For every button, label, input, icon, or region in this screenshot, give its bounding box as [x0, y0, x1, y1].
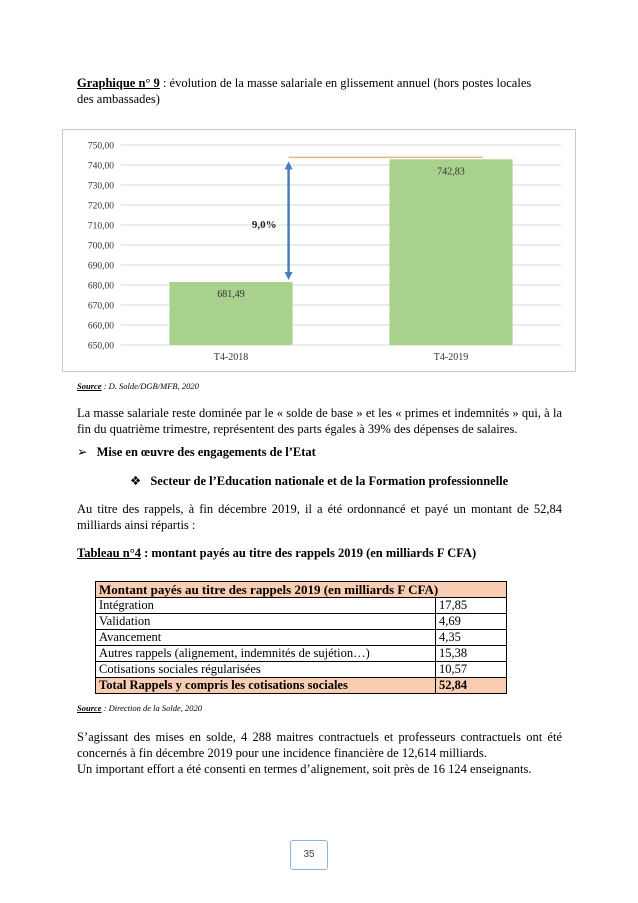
- heading-education: [130, 473, 508, 489]
- bar-value-label: 681,49: [217, 289, 245, 301]
- diamond-bullet-icon: ❖: [130, 473, 142, 488]
- figure-caption: [77, 75, 567, 107]
- rappels-table: [95, 581, 507, 694]
- paragraph-masse-salariale: La masse salariale reste dominée par le « solde de base » et les « primes et indemnités » qui, à la fin du quatrième trimestre, représentent des parts égales à 39% des dépenses de salaires.: [77, 406, 562, 436]
- page-number: 35: [290, 840, 328, 870]
- chart-source: [77, 381, 199, 391]
- table-row-label: Intégration: [96, 598, 436, 614]
- table-total-label: Total Rappels y compris les cotisations sociales: [96, 678, 436, 694]
- table-header-cell: Montant payés au titre des rappels 2019 (en milliards F CFA): [96, 582, 507, 598]
- table-row: [96, 614, 507, 630]
- table-row-value: 10,57: [436, 662, 507, 678]
- rappels-table-wrapper: [95, 581, 507, 694]
- arrow-bullet-icon: ➢: [77, 444, 88, 459]
- y-tick-label: 750,00: [87, 141, 114, 152]
- table-source-text: : Direction de la Solde, 2020: [101, 703, 203, 713]
- x-tick-label: T4-2019: [433, 352, 469, 363]
- table-total-value: 52,84: [436, 678, 507, 694]
- table-row: [96, 598, 507, 614]
- chart-source-text: : D. Solde/DGB/MFB, 2020: [101, 381, 199, 391]
- y-tick-label: 730,00: [87, 181, 114, 192]
- y-tick-label: 700,00: [87, 241, 114, 252]
- y-tick-label: 680,00: [87, 281, 114, 292]
- figure-label: Graphique n° 9: [77, 76, 160, 90]
- growth-annotation: 9,0%: [251, 219, 277, 231]
- table-row-value: 4,35: [436, 630, 507, 646]
- bar: [389, 159, 512, 345]
- heading-engagements: [77, 444, 316, 460]
- table-row-label: Validation: [96, 614, 436, 630]
- y-tick-label: 720,00: [87, 201, 114, 212]
- table-row-value: 15,38: [436, 646, 507, 662]
- table-row-label: Autres rappels (alignement, indemnités de sujétion…): [96, 646, 436, 662]
- table-header-row: [96, 582, 507, 598]
- chart-source-label: Source: [77, 381, 102, 391]
- y-tick-label: 670,00: [87, 301, 114, 312]
- paragraph-rappels: Au titre des rappels, à fin décembre 2019, il a été ordonnancé et payé un montant de 52,84 milliards ainsi répartis :: [77, 502, 562, 532]
- table-caption-label: Tableau n°4: [77, 546, 141, 560]
- chart-svg: [63, 130, 575, 371]
- y-tick-label: 710,00: [87, 221, 114, 232]
- heading-education-text: Secteur de l’Education nationale et de la Formation professionnelle: [150, 474, 509, 488]
- table-row: [96, 630, 507, 646]
- x-tick-label: T4-2018: [213, 352, 249, 363]
- table-source: [77, 703, 202, 713]
- figure-caption-text: : évolution de la masse salariale en glissement annuel (hors postes locales: [159, 76, 532, 90]
- y-tick-label: 660,00: [87, 321, 114, 332]
- paragraph-mises-en-solde: S’agissant des mises en solde, 4 288 maitres contractuels et professeurs contractuels ont été concernés à fin décembre 2019 pour une incidence financière de 12,614 milliards.: [77, 730, 562, 760]
- table-row: [96, 646, 507, 662]
- table-row-value: 4,69: [436, 614, 507, 630]
- table-row-label: Avancement: [96, 630, 436, 646]
- table-source-label: Source: [77, 703, 102, 713]
- table-caption-text: : montant payés au titre des rappels 2019 (en milliards F CFA): [140, 546, 477, 560]
- y-tick-label: 650,00: [87, 341, 114, 352]
- y-tick-label: 740,00: [87, 161, 114, 172]
- table-row-label: Cotisations sociales régularisées: [96, 662, 436, 678]
- paragraph-alignement: Un important effort a été consenti en termes d’alignement, soit près de 16 124 enseignants.: [77, 762, 532, 776]
- table-caption: [77, 546, 476, 561]
- bar-value-label: 742,83: [437, 166, 465, 178]
- bar-chart: [62, 129, 576, 372]
- table-row-value: 17,85: [436, 598, 507, 614]
- y-tick-label: 690,00: [87, 261, 114, 272]
- figure-caption-line2: des ambassades): [77, 92, 160, 106]
- table-row: [96, 662, 507, 678]
- table-total-row: [96, 678, 507, 694]
- heading-engagements-text: Mise en œuvre des engagements de l’Etat: [96, 445, 316, 459]
- growth-arrow-head-down: [285, 272, 293, 280]
